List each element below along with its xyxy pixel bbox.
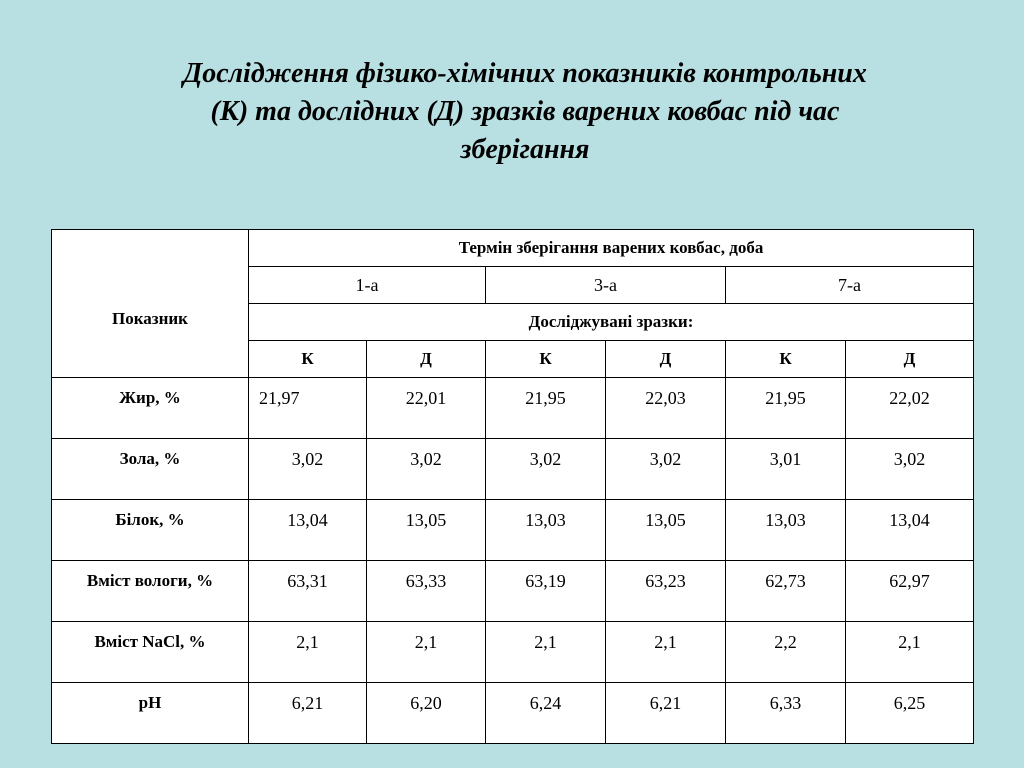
value-cell: 3,02: [606, 439, 726, 500]
sample-label: Д: [367, 341, 486, 378]
value-cell: 6,21: [249, 683, 367, 744]
value-cell: 6,33: [726, 683, 846, 744]
row-label: Зола, %: [52, 439, 249, 500]
value-cell: 3,02: [486, 439, 606, 500]
row-label: Жир, %: [52, 378, 249, 439]
value-cell: 22,01: [367, 378, 486, 439]
value-cell: 6,25: [846, 683, 974, 744]
slide-title: [60, 55, 990, 169]
value-cell: 13,05: [367, 500, 486, 561]
value-cell: 2,1: [249, 622, 367, 683]
header-row-storage: [52, 230, 974, 267]
value-cell: 22,02: [846, 378, 974, 439]
value-cell: 6,20: [367, 683, 486, 744]
value-cell: 62,73: [726, 561, 846, 622]
sample-label: К: [726, 341, 846, 378]
value-cell: 3,02: [249, 439, 367, 500]
value-cell: 21,97: [249, 378, 367, 439]
value-cell: 63,33: [367, 561, 486, 622]
value-cell: 6,21: [606, 683, 726, 744]
indicators-table: [51, 229, 974, 744]
value-cell: 2,2: [726, 622, 846, 683]
table-row: [52, 561, 974, 622]
value-cell: 3,02: [367, 439, 486, 500]
value-cell: 13,04: [846, 500, 974, 561]
value-cell: 3,02: [846, 439, 974, 500]
value-cell: 62,97: [846, 561, 974, 622]
row-label: Білок, %: [52, 500, 249, 561]
value-cell: 13,05: [606, 500, 726, 561]
table-row: [52, 683, 974, 744]
value-cell: 63,31: [249, 561, 367, 622]
value-cell: 13,03: [726, 500, 846, 561]
value-cell: 2,1: [846, 622, 974, 683]
row-label: Вміст NaCl, %: [52, 622, 249, 683]
row-label: Вміст вологи, %: [52, 561, 249, 622]
value-cell: 21,95: [486, 378, 606, 439]
table-row: [52, 622, 974, 683]
value-cell: 2,1: [606, 622, 726, 683]
period-header: 7-а: [726, 267, 974, 304]
value-cell: 21,95: [726, 378, 846, 439]
table-row: [52, 500, 974, 561]
table-row: [52, 439, 974, 500]
period-header: 1-а: [249, 267, 486, 304]
sample-label: К: [486, 341, 606, 378]
value-cell: 3,01: [726, 439, 846, 500]
table-row: [52, 378, 974, 439]
row-label: pH: [52, 683, 249, 744]
value-cell: 13,04: [249, 500, 367, 561]
sample-label: Д: [606, 341, 726, 378]
value-cell: 6,24: [486, 683, 606, 744]
title-line-2: (К) та дослідних (Д) зразків варених ковбас під час: [210, 96, 840, 127]
value-cell: 22,03: [606, 378, 726, 439]
sample-label: Д: [846, 341, 974, 378]
value-cell: 13,03: [486, 500, 606, 561]
sample-label: К: [249, 341, 367, 378]
corner-header: Показник: [52, 230, 249, 378]
value-cell: 2,1: [486, 622, 606, 683]
title-line-3: зберігання: [460, 134, 590, 165]
value-cell: 63,23: [606, 561, 726, 622]
title-line-1: Дослідження фізико-хімічних показників контрольних: [183, 58, 867, 89]
samples-header: Досліджувані зразки:: [249, 304, 974, 341]
value-cell: 63,19: [486, 561, 606, 622]
value-cell: 2,1: [367, 622, 486, 683]
period-header: 3-а: [486, 267, 726, 304]
storage-header: Термін зберігання варених ковбас, доба: [249, 230, 974, 267]
